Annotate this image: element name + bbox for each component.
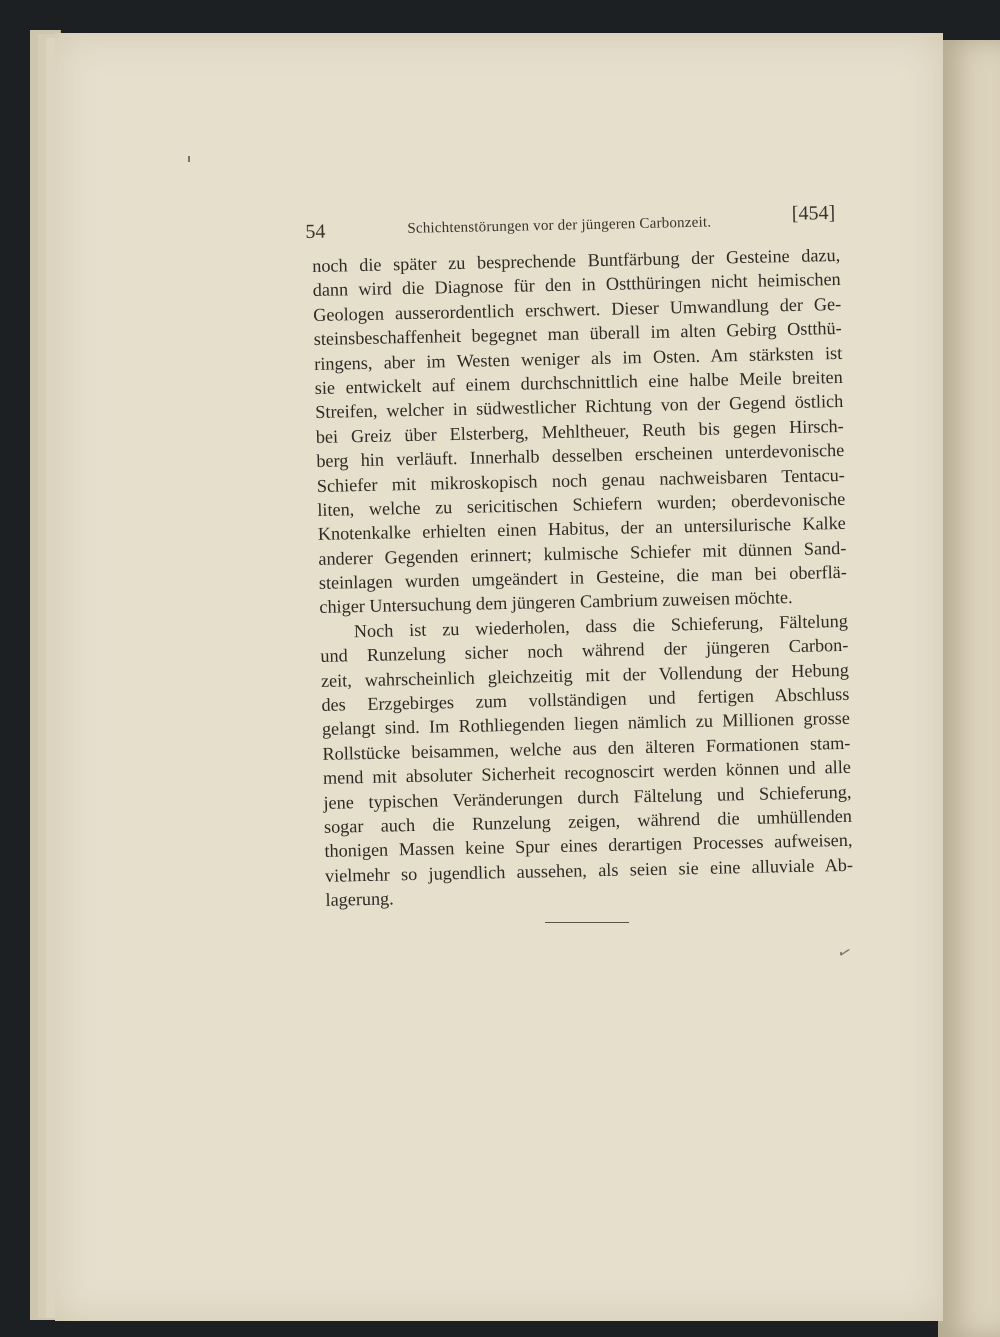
text-line: Streifen, welcher in südwestlicher Richtung von der Gegend östlich — [315, 391, 844, 423]
text-line: zeit, wahrscheinlich gleichzeitig mit der Vollendung der Hebung — [320, 659, 850, 691]
paper-speck — [188, 156, 190, 162]
text-line: dann wird die Diagnose für den in Ostthüringen nicht heimischen — [312, 269, 841, 301]
text-line: Schiefer mit mikroskopisch noch genau nachweisbaren Tentacu- — [316, 464, 845, 496]
text-line: steinsbeschaffenheit begegnet man überall im alten Gebirg Ostthü- — [313, 318, 842, 350]
text-line: chiger Untersuchung dem jüngeren Cambrium zuweisen möchte. — [319, 587, 793, 618]
text-line: vielmehr so jugendlich aussehen, als seien sie eine alluviale Ab- — [324, 854, 854, 886]
text-line: liten, welche zu sericitischen Schiefern wurden; oberdevonische — [317, 488, 846, 520]
text-line: anderer Gegenden erinnert; kulmische Schiefer mit dünnen Sand- — [318, 537, 847, 569]
text-line: mend mit absoluter Sicherheit recognoscirt werden können und alle — [322, 757, 852, 789]
text-line: noch die später zu besprechende Buntfärbung der Gesteine dazu, — [312, 244, 841, 276]
text-line: jene typischen Veränderungen durch Fältelung und Schieferung, — [323, 781, 852, 813]
text-line: ringens, aber im Westen weniger als im Osten. Am stärksten ist — [314, 342, 843, 374]
pencil-mark-icon: ✓ — [835, 943, 854, 964]
text-line: gelangt sind. Im Rothliegenden liegen nämlich zu Millionen grosse — [321, 708, 851, 740]
text-line: sie entwickelt auf einem durchschnittlich eine halbe Meile breiten — [314, 366, 843, 398]
text-line: sogar auch die Runzelung zeigen, während die umhüllenden — [323, 805, 853, 837]
text-line: lagerung. — [325, 888, 394, 911]
text-line: bei Greiz über Elsterberg, Mehltheuer, Reuth bis gegen Hirsch- — [315, 415, 844, 447]
facing-page-edge — [938, 40, 1000, 1337]
text-line: berg hin verläuft. Innerhalb desselben erscheinen unterdevonische — [316, 440, 845, 472]
text-line: Rollstücke beisammen, welche aus den älteren Formationen stam- — [322, 732, 851, 764]
original-page-number: [454] — [791, 201, 836, 225]
end-rule — [545, 922, 629, 923]
running-head: Schichtenstörungen vor der jüngeren Carbonzeit. — [407, 214, 712, 237]
text-line: Geologen ausserordentlich erschwert. Dieser Umwandlung der Ge- — [313, 293, 842, 325]
text-line: Noch ist zu wiederholen, dass die Schieferung, Fältelung — [353, 610, 849, 642]
text-line: und Runzelung sicher noch während der jüngeren Carbon- — [320, 635, 849, 667]
body-text — [312, 243, 854, 912]
text-line: Knotenkalke erhielten einen Habitus, der an untersilurische Kalke — [317, 513, 846, 545]
page-number: 54 — [305, 220, 326, 243]
text-line: steinlagen wurden umgeändert in Gesteine, die man bei oberflä- — [318, 561, 847, 594]
text-line: des Erzgebirges zum vollständigen und fertigen Abschluss — [321, 683, 850, 715]
text-line: thonigen Massen keine Spur eines derartigen Processes aufweisen, — [324, 830, 853, 862]
